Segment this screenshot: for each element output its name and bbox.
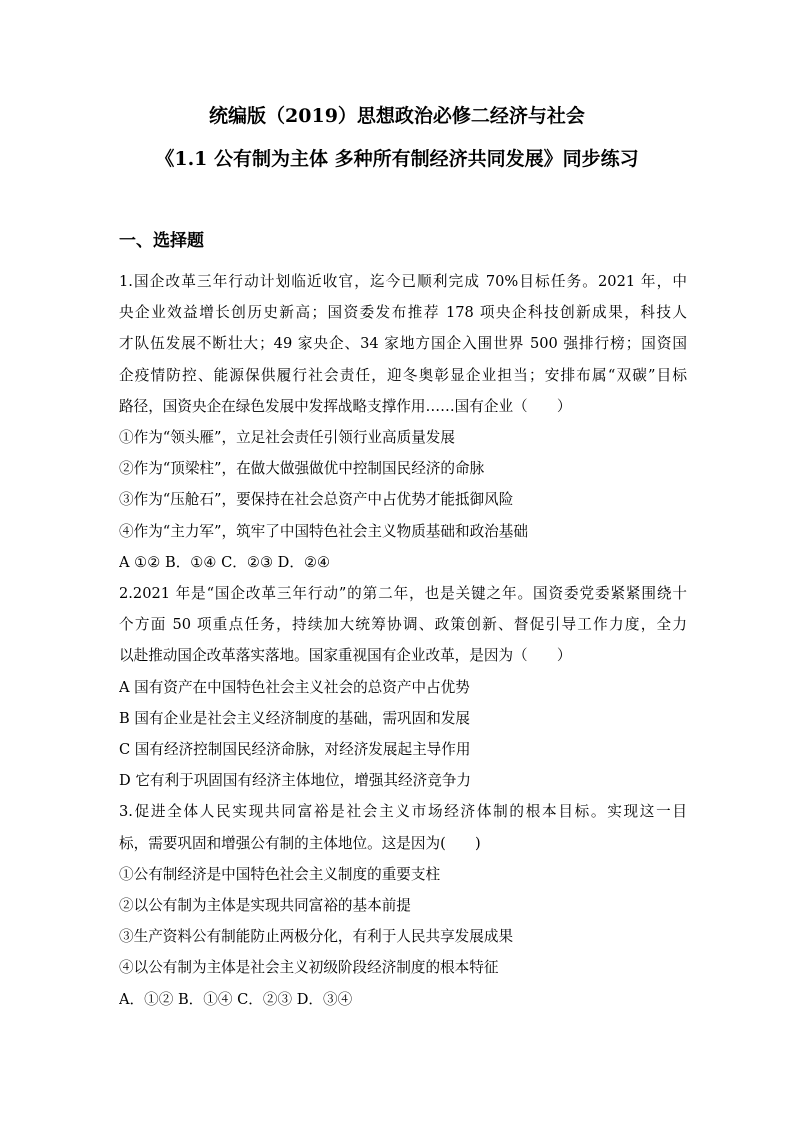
- question-2-stem-line: 以赴推动国企改革落实落地。国家重视国有企业改革，是因为（ ）: [119, 647, 572, 665]
- question-3-statement: ①公有制经济是中国特色社会主义制度的重要支柱: [119, 865, 441, 883]
- question-1-options: A ①② B．①④ C．②③ D．②④: [119, 553, 331, 571]
- question-list: [119, 266, 687, 1015]
- question-1-stem-line: 才队伍发展不断壮大；49 家央企、34 家地方国企入围世界 500 强排行榜；国资国: [119, 335, 687, 353]
- question-1-statement: ③作为“压舱石”，要保持在社会总资产中占优势才能抵御风险: [119, 491, 514, 509]
- section-heading: 一、选择题: [119, 231, 204, 251]
- question-2-choice: A 国有资产在中国特色社会主义社会的总资产中占优势: [119, 678, 470, 696]
- question-2-stem-line: 2.2021 年是“国企改革三年行动”的第二年，也是关键之年。国资委党委紧紧围绕十: [119, 585, 687, 603]
- question-1-stem-line: 路径，国资央企在绿色发展中发挥战略支撑作用……国有企业（ ）: [119, 397, 572, 415]
- question-3-stem-line: 3.促进全体人民实现共同富裕是社会主义市场经济体制的根本目标。实现这一目: [119, 803, 687, 821]
- question-2-choice: B 国有企业是社会主义经济制度的基础，需巩固和发展: [119, 709, 471, 727]
- question-1-statement: ①作为“领头雁”，立足社会责任引领行业高质量发展: [119, 429, 455, 447]
- question-2-choice: D 它有利于巩固国有经济主体地位，增强其经济竞争力: [119, 772, 471, 790]
- question-1-stem-line: 1.国企改革三年行动计划临近收官，迄今已顺利完成 70%目标任务。2021 年，中: [119, 273, 687, 290]
- document-title: 统编版（2019）思想政治必修二经济与社会: [209, 105, 585, 127]
- question-1-stem-line: 央企业效益增长创历史新高；国资委发布推荐 178 项央企科技创新成果，科技人: [119, 304, 687, 322]
- question-3-stem-line: 标，需要巩固和增强公有制的主体地位。这是因为( ): [119, 834, 481, 852]
- question-1-stem-line: 企疫情防控、能源保供履行社会责任，迎冬奥彰显企业担当；安排布属“双碳”目标: [119, 366, 687, 384]
- question-2-stem-line: 个方面 50 项重点任务，持续加大统筹协调、政策创新、督促引导工作力度，全力: [119, 616, 687, 634]
- question-3-statement: ③生产资料公有制能防止两极分化，有利于人民共享发展成果: [119, 928, 514, 946]
- question-3-statement: ④以公有制为主体是社会主义初级阶段经济制度的根本特征: [119, 959, 499, 977]
- question-3-statement: ②以公有制为主体是实现共同富裕的基本前提: [119, 897, 411, 915]
- document-subtitle: 《1.1 公有制为主体 多种所有制经济共同发展》同步练习: [155, 148, 639, 170]
- question-1-statement: ④作为“主力军”，筑牢了中国特色社会主义物质基础和政治基础: [119, 522, 528, 540]
- question-3-options: A．①② B．①④ C．②③ D．③④: [119, 990, 353, 1008]
- question-2-choice: C 国有经济控制国民经济命脉，对经济发展起主导作用: [119, 741, 471, 759]
- question-1-statement: ②作为“顶梁柱”，在做大做强做优中控制国民经济的命脉: [119, 460, 485, 478]
